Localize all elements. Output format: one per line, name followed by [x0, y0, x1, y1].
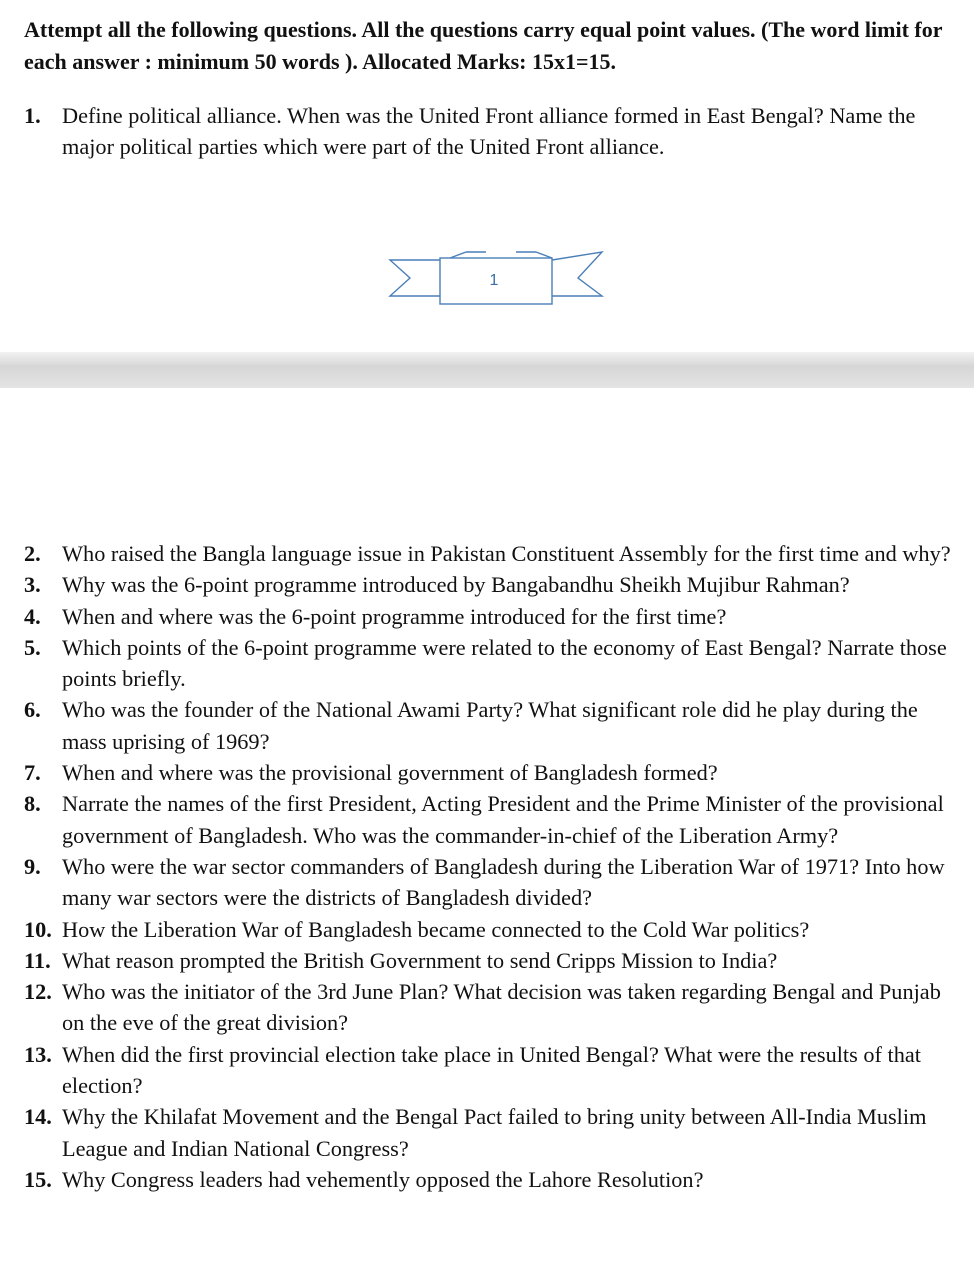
question-text: Who was the initiator of the 3rd June Plan? What decision was taken regarding Bengal and Punjab on the eve of the great division? — [62, 979, 941, 1036]
question-text: Why Congress leaders had vehemently opposed the Lahore Resolution? — [62, 1166, 704, 1192]
question-item-2 — [24, 538, 964, 569]
question-item-3 — [24, 569, 964, 600]
question-number: 11. — [24, 947, 51, 973]
page-separator — [0, 352, 974, 388]
question-number: 10. — [24, 916, 52, 942]
question-text: Who were the war sector commanders of Bangladesh during the Liberation War of 1971? Into how many war sectors were the districts of Bangladesh divided? — [62, 853, 945, 911]
question-number: 2. — [24, 541, 41, 566]
question-item-4 — [24, 601, 964, 632]
question-item-10 — [24, 914, 964, 945]
question-number: 1. — [24, 103, 41, 128]
question-item-15 — [24, 1164, 964, 1195]
question-number: 4. — [24, 603, 41, 629]
question-item-14 — [24, 1101, 964, 1164]
question-text: When did the first provincial election take place in United Bengal? What were the results of that election? — [62, 1041, 921, 1099]
question-text: Who was the founder of the National Awami Party? What significant role did he play during the mass uprising of 1969? — [62, 697, 918, 754]
question-item-11 — [24, 945, 964, 976]
question-number: 3. — [24, 572, 41, 598]
question-number: 8. — [24, 791, 41, 817]
question-item-8 — [24, 788, 964, 851]
question-number: 12. — [24, 979, 52, 1005]
question-list-page-1 — [24, 100, 964, 163]
question-item-5 — [24, 632, 964, 695]
question-item-9 — [24, 851, 964, 914]
document-page-1 — [0, 0, 974, 352]
question-text: Define political alliance. When was the United Front alliance formed in East Bengal? Name the major political parties which were part of the United Front alliance. — [62, 103, 916, 160]
question-item-13 — [24, 1039, 964, 1102]
instructions-heading: Attempt all the following questions. All the questions carry equal point values. (The word limit for each answer : minimum 50 words ). Allocated Marks: 15x1=15. — [24, 17, 943, 74]
question-text: Why the Khilafat Movement and the Bengal Pact failed to bring unity between All-India Muslim League and Indian National Congress? — [62, 1104, 927, 1161]
question-text: When and where was the 6-point programme introduced for the first time? — [62, 603, 727, 629]
question-item-1 — [24, 100, 964, 163]
question-text: How the Liberation War of Bangladesh became connected to the Cold War politics? — [62, 916, 810, 942]
question-number: 14. — [24, 1104, 52, 1130]
question-number: 13. — [24, 1041, 52, 1067]
question-text: Narrate the names of the first President, Acting President and the Prime Minister of the provisional government of Bangladesh. Who was the commander-in-chief of the Liberation Army? — [62, 791, 944, 848]
question-number: 7. — [24, 760, 41, 786]
question-number: 9. — [24, 853, 41, 879]
question-text: What reason prompted the British Government to send Cripps Mission to India? — [62, 947, 778, 973]
question-item-6 — [24, 694, 964, 757]
question-text: Which points of the 6-point programme were related to the economy of East Bengal? Narrate those points briefly. — [62, 634, 947, 692]
question-number: 15. — [24, 1166, 52, 1192]
question-item-12 — [24, 976, 964, 1039]
question-item-7 — [24, 757, 964, 788]
question-number: 5. — [24, 634, 41, 660]
question-text: When and where was the provisional government of Bangladesh formed? — [62, 760, 718, 786]
question-text: Why was the 6-point programme introduced by Bangabandhu Sheikh Mujibur Rahman? — [62, 572, 850, 598]
question-number: 6. — [24, 697, 41, 723]
question-text: Who raised the Bangla language issue in Pakistan Constituent Assembly for the first time and why? — [62, 541, 951, 566]
question-list-page-2 — [24, 538, 964, 1195]
page-number: 1 — [489, 272, 499, 289]
